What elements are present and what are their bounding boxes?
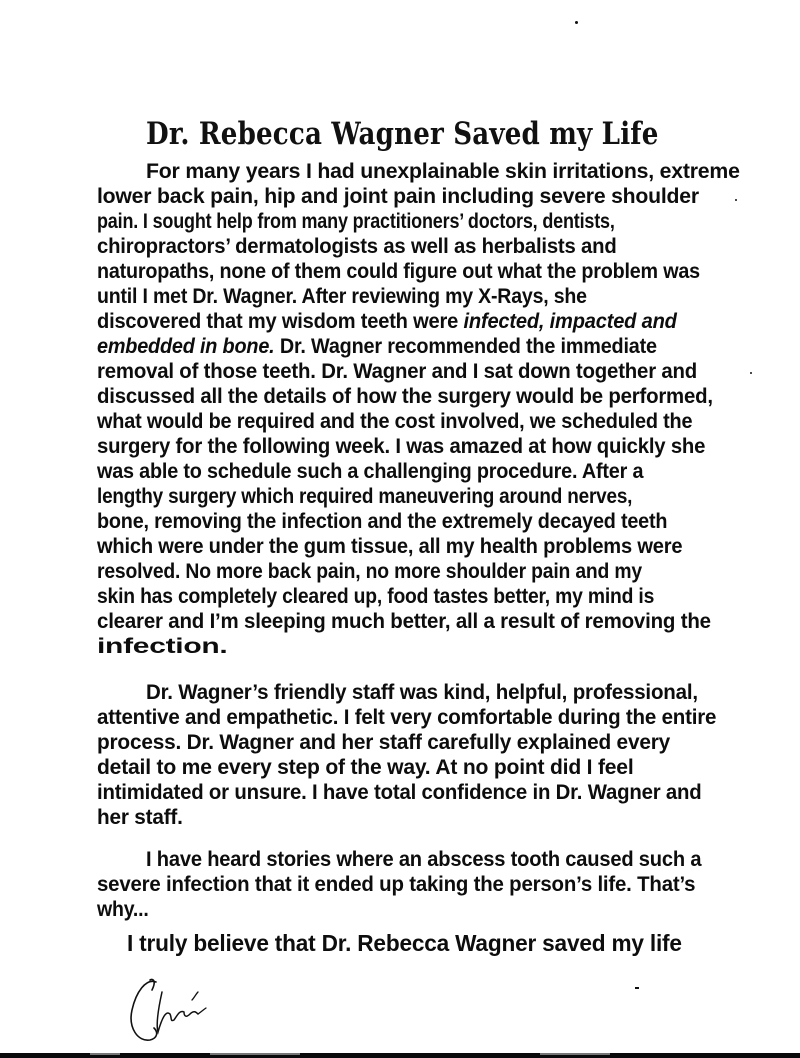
paragraph-1-line-3: pain. I sought help from many practitioners’ doctors, dentists, bbox=[97, 210, 615, 233]
paragraph-1-line-11: what would be required and the cost involved, we scheduled the bbox=[97, 410, 693, 433]
paragraph-1-line-8 bbox=[97, 335, 657, 359]
paragraph-1-line-15: bone, removing the infection and the extremely decayed teeth bbox=[97, 510, 668, 533]
paragraph-2-line-1: Dr. Wagner’s friendly staff was kind, helpful, professional, bbox=[146, 681, 698, 704]
scan-speck bbox=[735, 199, 737, 201]
letter-title: Dr. Rebecca Wagner Saved my Life bbox=[146, 116, 659, 152]
paragraph-1-line-10: discussed all the details of how the surgery would be performed, bbox=[97, 385, 713, 408]
scan-bottom-edge bbox=[0, 1053, 800, 1058]
line-7-text: discovered that my wisdom teeth were bbox=[97, 310, 464, 333]
closing-statement: I truly believe that Dr. Rebecca Wagner saved my life bbox=[127, 930, 682, 956]
paragraph-1-line-12: surgery for the following week. I was amazed at how quickly she bbox=[97, 435, 706, 458]
paragraph-1-line-9: removal of those teeth. Dr. Wagner and I sat down together and bbox=[97, 360, 698, 383]
paragraph-1-line-5: naturopaths, none of them could figure out what the problem was bbox=[97, 260, 700, 283]
scan-speck bbox=[635, 987, 639, 989]
scan-speck bbox=[750, 372, 752, 374]
paragraph-1-line-7 bbox=[97, 310, 677, 334]
scan-edge-highlight bbox=[210, 1053, 300, 1055]
paragraph-1-line-18: skin has completely cleared up, food tastes better, my mind is bbox=[97, 585, 655, 608]
scan-edge-highlight bbox=[90, 1053, 120, 1055]
paragraph-2-line-5: intimidated or unsure. I have total confidence in Dr. Wagner and bbox=[97, 781, 702, 804]
paragraph-2-line-2: attentive and empathetic. I felt very comfortable during the entire bbox=[97, 706, 717, 729]
paragraph-3-line-3: why... bbox=[97, 898, 149, 921]
paragraph-1-line-1: For many years I had unexplainable skin irritations, extreme bbox=[146, 160, 740, 183]
paragraph-1-line-6: until I met Dr. Wagner. After reviewing my X-Rays, she bbox=[97, 285, 587, 308]
paragraph-1-line-16: which were under the gum tissue, all my health problems were bbox=[97, 535, 683, 558]
scan-speck bbox=[575, 21, 578, 24]
scan-edge-highlight bbox=[540, 1053, 610, 1055]
handwritten-signature bbox=[128, 970, 228, 1045]
paragraph-2-line-3: process. Dr. Wagner and her staff carefully explained every bbox=[97, 731, 670, 754]
paragraph-1-line-4: chiropractors’ dermatologists as well as herbalists and bbox=[97, 235, 617, 258]
paragraph-3-line-2: severe infection that it ended up taking the person’s life. That’s bbox=[97, 873, 696, 896]
paragraph-2-line-4: detail to me every step of the way. At no point did I feel bbox=[97, 756, 634, 779]
paragraph-1-line-20: infection. bbox=[97, 635, 228, 658]
paragraph-3-line-1: I have heard stories where an abscess tooth caused such a bbox=[146, 848, 702, 871]
paragraph-1-line-17: resolved. No more back pain, no more shoulder pain and my bbox=[97, 560, 642, 583]
line-8-text: Dr. Wagner recommended the immediate bbox=[274, 335, 657, 358]
emphasized-diagnosis-cont: embedded in bone. bbox=[97, 335, 275, 358]
paragraph-1-line-14: lengthy surgery which required maneuvering around nerves, bbox=[97, 485, 633, 508]
paragraph-1-line-19: clearer and I’m sleeping much better, all a result of removing the bbox=[97, 610, 711, 633]
paragraph-2-line-6: her staff. bbox=[97, 806, 183, 829]
emphasized-diagnosis: infected, impacted and bbox=[463, 310, 677, 333]
paragraph-1-line-2: lower back pain, hip and joint pain including severe shoulder bbox=[97, 185, 699, 208]
paragraph-1-line-13: was able to schedule such a challenging procedure. After a bbox=[97, 460, 644, 483]
